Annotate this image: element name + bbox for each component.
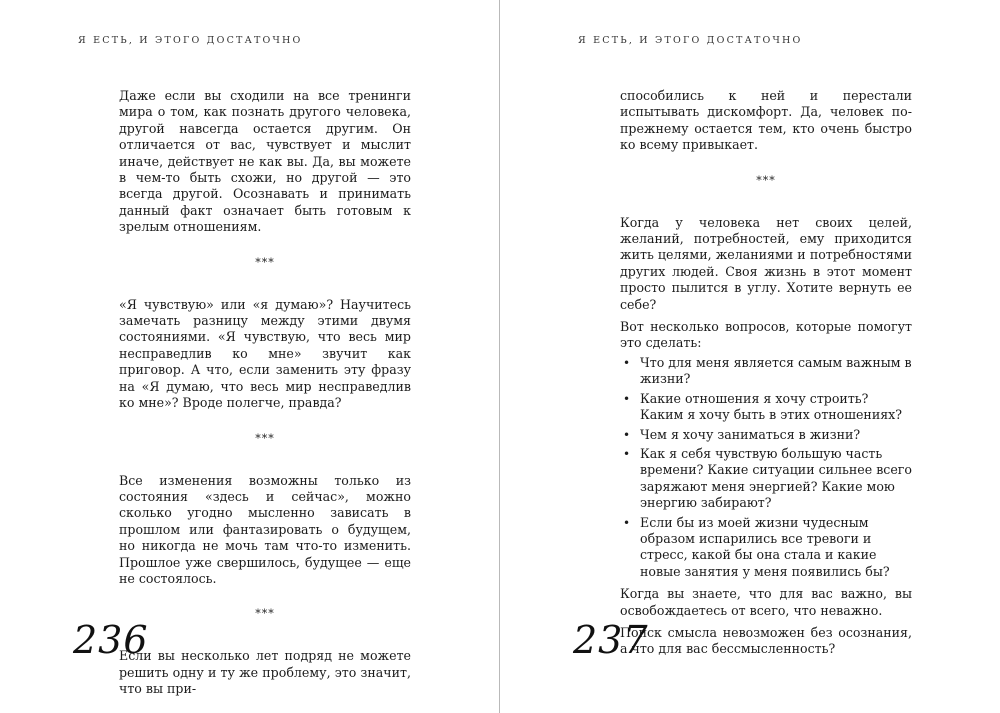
- paragraph: Все изменения возможны только из состояния «здесь и сейчас», можно сколько угодно мысленно зависать в прошлом или фантазировать о будущем, но никогда не мочь там что-то изменить. Прошлое уже свершилось, будущее — еще не состоялось.: [119, 472, 411, 586]
- left-page-text: [119, 88, 411, 698]
- section-separator: ***: [756, 173, 776, 187]
- section-separator: ***: [255, 431, 275, 445]
- question-text: Какие отношения я хочу строить? Каким я хочу быть в этих отношениях?: [640, 390, 903, 423]
- paragraph: Когда у человека нет своих целей, желаний, потребностей, ему приходится жить целями, желаниями и потребностями других людей. Своя жизнь в этот момент просто пылится в углу. Хотите вернуть ее себе?: [620, 214, 912, 312]
- question-list: [620, 355, 912, 580]
- list-item: [620, 515, 912, 581]
- paragraph: Даже если вы сходили на все тренинги мира о том, как познать другого человека, другой навсегда остается другим. Он отличается от вас, чувствует и мыслит иначе, действует не как вы. Да, вы можете в чем-то быть схожи, но другой — это всегда другой. Осознавать и принимать данный факт означает быть готовым к зрелым отношениям.: [119, 88, 411, 235]
- right-page-text: [620, 88, 912, 658]
- bullet-icon: •: [623, 427, 631, 442]
- running-head: Я ЕСТЬ, И ЭТОГО ДОСТАТОЧНО: [78, 35, 303, 46]
- question-text: Как я себя чувствую большую часть времени? Какие ситуации сильнее всего заряжают меня энергией? Какие мою энергию забирают?: [640, 445, 912, 511]
- page-number: 237: [573, 618, 649, 662]
- paragraph: Когда вы знаете, что для вас важно, вы освобождаетесь от всего, что неважно.: [620, 586, 912, 618]
- list-item: [620, 427, 912, 443]
- bullet-icon: •: [623, 515, 631, 530]
- list-item: [620, 446, 912, 512]
- page-number: 236: [73, 618, 149, 662]
- paragraph: «Я чувствую» или «я думаю»? Научитесь замечать разницу между этими двумя состояниями. «Я чувствую, что весь мир несправедлив ко мне» звучит как приговор. А что, если заменить эту фразу на «Я думаю, что весь мир несправедлив ко мне»? Вроде полегче, правда?: [119, 296, 411, 411]
- list-item: [620, 391, 912, 424]
- paragraph-continuation: способились к ней и перестали испытывать дискомфорт. Да, человек по-прежнему остается тем, кто очень быстро ко всему привыкает.: [620, 88, 912, 153]
- list-item: [620, 355, 912, 388]
- right-page: [500, 0, 1000, 713]
- paragraph: Поиск смысла невозможен без осознания, а что для вас бессмысленность?: [620, 624, 912, 657]
- running-head: Я ЕСТЬ, И ЭТОГО ДОСТАТОЧНО: [578, 35, 803, 46]
- question-text: Чем я хочу заниматься в жизни?: [640, 426, 861, 442]
- bullet-icon: •: [623, 446, 631, 461]
- left-page: [0, 0, 499, 713]
- section-separator: ***: [255, 607, 275, 621]
- paragraph: Если вы несколько лет подряд не можете решить одну и ту же проблему, это значит, что вы при-: [119, 648, 411, 697]
- question-text: Что для меня является самым важным в жизни?: [640, 354, 912, 387]
- bullet-icon: •: [623, 391, 631, 406]
- list-intro: Вот несколько вопросов, которые помогут это сделать:: [620, 319, 912, 351]
- question-text: Если бы из моей жизни чудесным образом испарились все тревоги и стресс, какой бы она стала и какие новые занятия у меня появились бы?: [640, 514, 890, 579]
- bullet-icon: •: [623, 355, 631, 370]
- section-separator: ***: [255, 255, 275, 269]
